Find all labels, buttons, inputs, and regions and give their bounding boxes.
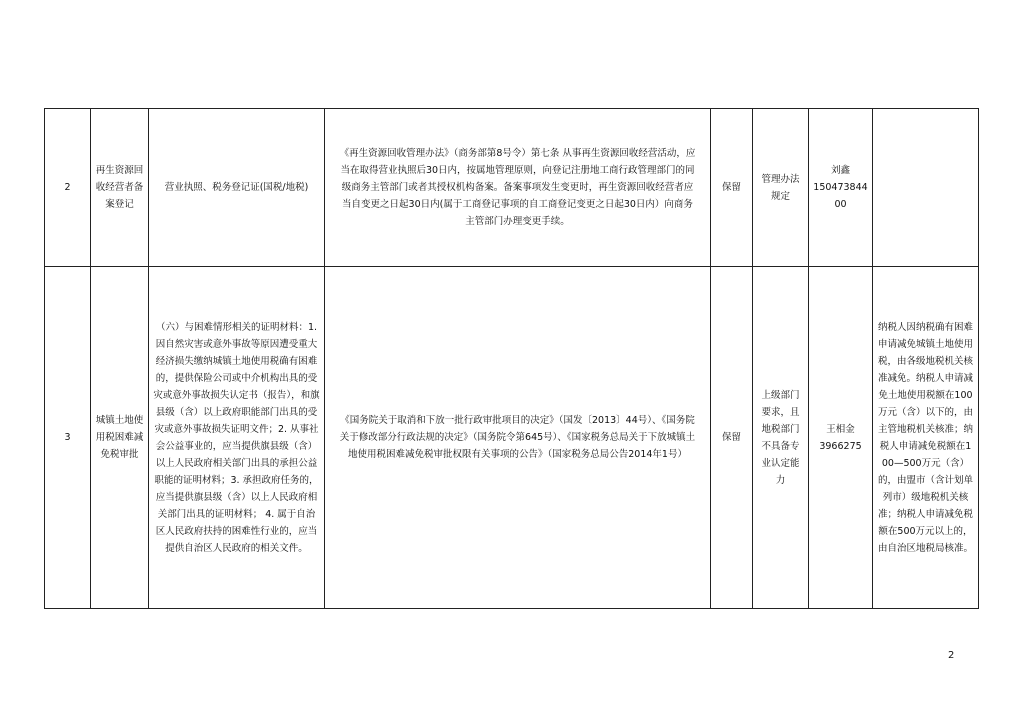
contact-phone: 3966275	[819, 440, 862, 452]
contact-name: 王相金	[826, 423, 855, 435]
row-number: 3	[45, 267, 91, 609]
row-number: 2	[45, 109, 91, 267]
remark: 纳税人因纳税确有困难申请减免城镇土地使用税，由各级地税机关核准减免。纳税人申请减免土地使用税额在100万元（含）以下的，由主管地税机关核准；纳税人申请减免税额在100—500万元（含）的，由盟市（含计划单列市）级地税机关核准；纳税人申请减免税额在500万元以上的，由自治区地税局核准。	[873, 267, 979, 609]
remark	[873, 109, 979, 267]
table-row	[45, 267, 979, 609]
required-materials: （六）与困难情形相关的证明材料：1. 因自然灾害或意外事故等原因遭受重大经济损失缴纳城镇土地使用税确有困难的，提供保险公司或中介机构出具的受灾或意外事故损失认定书（报告），和旗县级（含）以上政府职能部门出具的受灾或意外事故损失证明文件；2. 从事社会公益事业的，应当提供旗县级（含）以上人民政府相关部门出具的承担公益职能的证明材料；3. 承担政府任务的，应当提供旗县级（含）以上人民政府相关部门出具的证明材料； 4. 属于自治区人民政府扶持的困难性行业的，应当提供自治区人民政府的相关文件。	[149, 267, 325, 609]
page-number: 2	[948, 650, 955, 661]
contact-cell	[809, 109, 873, 267]
legal-basis: 《再生资源回收管理办法》（商务部第8号令）第七条 从事再生资源回收经营活动，应当在取得营业执照后30日内，按属地管理原则，向登记注册地工商行政管理部门的同级商务主管部门或者其授权机构备案。备案事项发生变更时，再生资源回收经营者应当自变更之日起30日内(属于工商登记事项的自工商登记变更之日起30日内）向商务主管部门办理变更手续。	[325, 109, 711, 267]
item-name: 再生资源回收经营者备案登记	[91, 109, 149, 267]
required-materials: 营业执照、税务登记证(国税/地税)	[149, 109, 325, 267]
contact-name: 刘鑫	[830, 165, 850, 176]
item-name: 城镇土地使用税困难减免税审批	[91, 267, 149, 609]
contact-cell	[809, 267, 873, 609]
contact-phone: 15047384400	[813, 182, 868, 210]
legal-basis: 《国务院关于取消和下放一批行政审批项目的决定》（国发〔2013〕44号）、《国务院关于修改部分行政法规的决定》（国务院令第645号）、《国家税务总局关于下放城镇土地使用税困难减免税审批权限有关事项的公告》（国家税务总局公告2014年1号）	[325, 267, 711, 609]
decision: 保留	[711, 109, 753, 267]
retention-reason: 管理办法规定	[753, 109, 809, 267]
retention-reason: 上级部门要求，且地税部门不具备专业认定能力	[753, 267, 809, 609]
table-row	[45, 109, 979, 267]
decision: 保留	[711, 267, 753, 609]
approval-items-table	[44, 108, 979, 609]
